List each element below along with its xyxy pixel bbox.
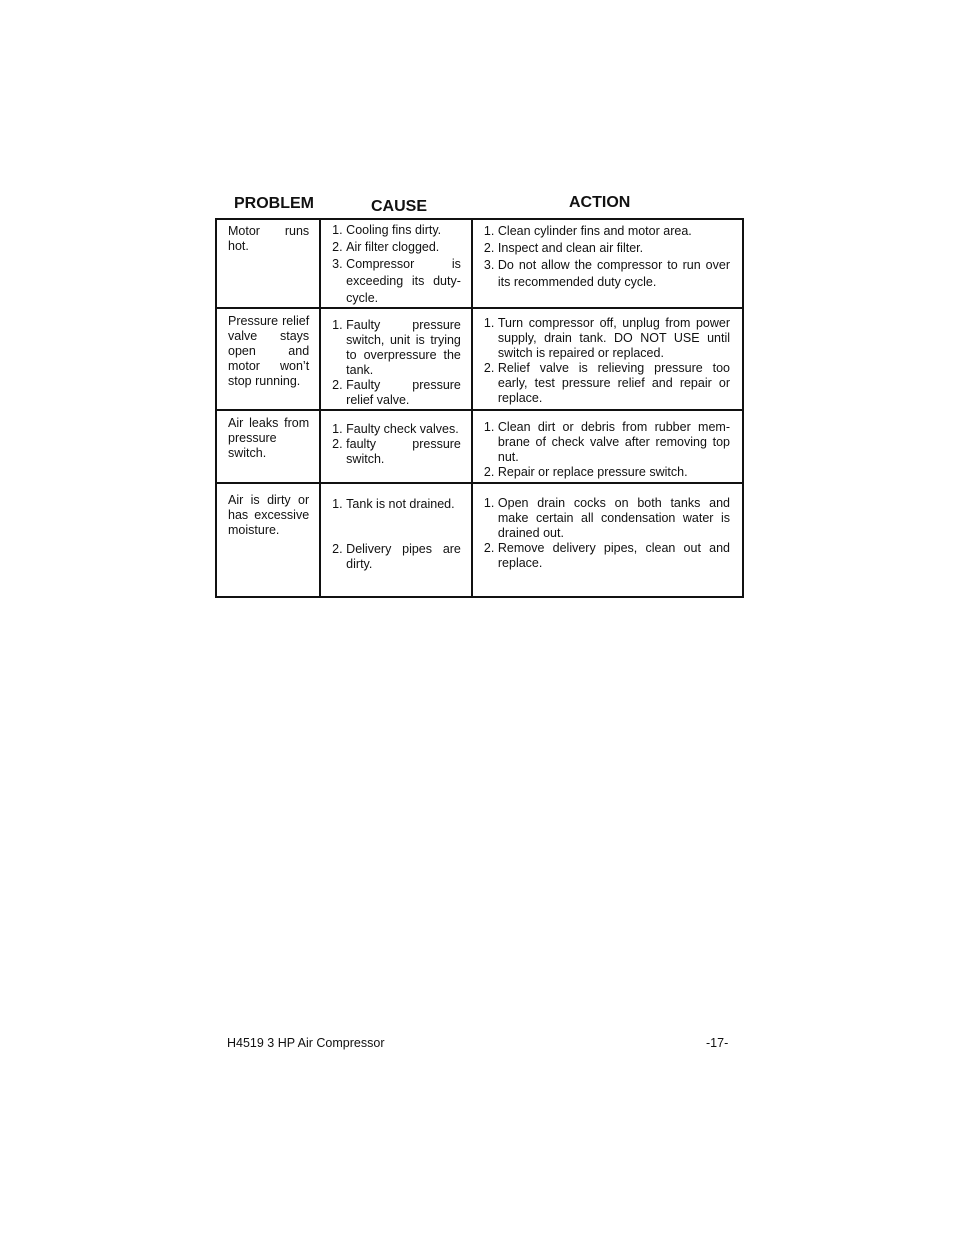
table-row (216, 410, 743, 483)
action-item: 2. Repair or replace pressure switch. (483, 465, 688, 479)
problem-text: Pressure relief valve stays open and motor won’t stop running. (228, 314, 310, 388)
action-item: 1. Open drain cocks on both tanks and make certain all condensation water is drained out. (483, 496, 730, 540)
problem-cell (216, 219, 320, 308)
problem-text: Air is dirty or has excessive moisture. (228, 493, 310, 537)
problem-text: Air leaks from pressure switch. (228, 416, 310, 460)
problem-cell (216, 410, 320, 483)
cause-cell (320, 219, 472, 308)
action-cell (472, 483, 743, 597)
cause-item: 1. Faulty pressure switch, unit is trying to overpressure the tank. (332, 318, 461, 377)
cause-cell (320, 483, 472, 597)
action-cell (472, 308, 743, 410)
cause-cell (320, 308, 472, 410)
table-row (216, 308, 743, 410)
action-cell (472, 410, 743, 483)
table-row (216, 483, 743, 597)
cause-item: 3. Compressor is exceeding its duty-cycle. (332, 257, 461, 305)
action-item: 1. Clean dirt or debris from rubber mem-brane of check valve after removing top nut. (483, 420, 730, 464)
cause-item: 2. Air filter clogged. (332, 240, 440, 254)
action-cell (472, 219, 743, 308)
troubleshooting-table (215, 218, 744, 598)
action-item: 2. Inspect and clean air filter. (483, 241, 644, 255)
cause-item: 1. Tank is not drained. (332, 497, 455, 511)
cause-item: 2. faulty pressure switch. (332, 437, 461, 466)
problem-cell (216, 308, 320, 410)
problem-text: Motor runs hot. (228, 224, 310, 253)
action-item: 1. Turn compressor off, unplug from power supply, drain tank. DO NOT USE until switch is repaired or replaced. (483, 316, 730, 360)
page-number: -17- (706, 1036, 729, 1050)
cause-cell (320, 410, 472, 483)
cause-item: 1. Cooling fins dirty. (332, 223, 442, 237)
footer-document-title: H4519 3 HP Air Compressor (227, 1036, 385, 1050)
cause-item: 2. Delivery pipes are dirty. (332, 542, 461, 571)
action-item: 2. Relief valve is relieving pressure too early, test pressure relief and repair or replace. (483, 361, 730, 405)
action-item: 3. Do not allow the compressor to run over its recommended duty cycle. (483, 258, 730, 289)
action-item: 2. Remove delivery pipes, clean out and replace. (483, 541, 730, 570)
action-item: 1. Clean cylinder fins and motor area. (483, 224, 692, 238)
cause-column-header: CAUSE (371, 198, 428, 215)
table-row (216, 219, 743, 308)
action-column-header: ACTION (569, 194, 631, 211)
cause-item: 2. Faulty pressure relief valve. (332, 378, 461, 407)
problem-cell (216, 483, 320, 597)
problem-column-header: PROBLEM (234, 195, 314, 212)
cause-item: 1. Faulty check valves. (332, 422, 459, 436)
